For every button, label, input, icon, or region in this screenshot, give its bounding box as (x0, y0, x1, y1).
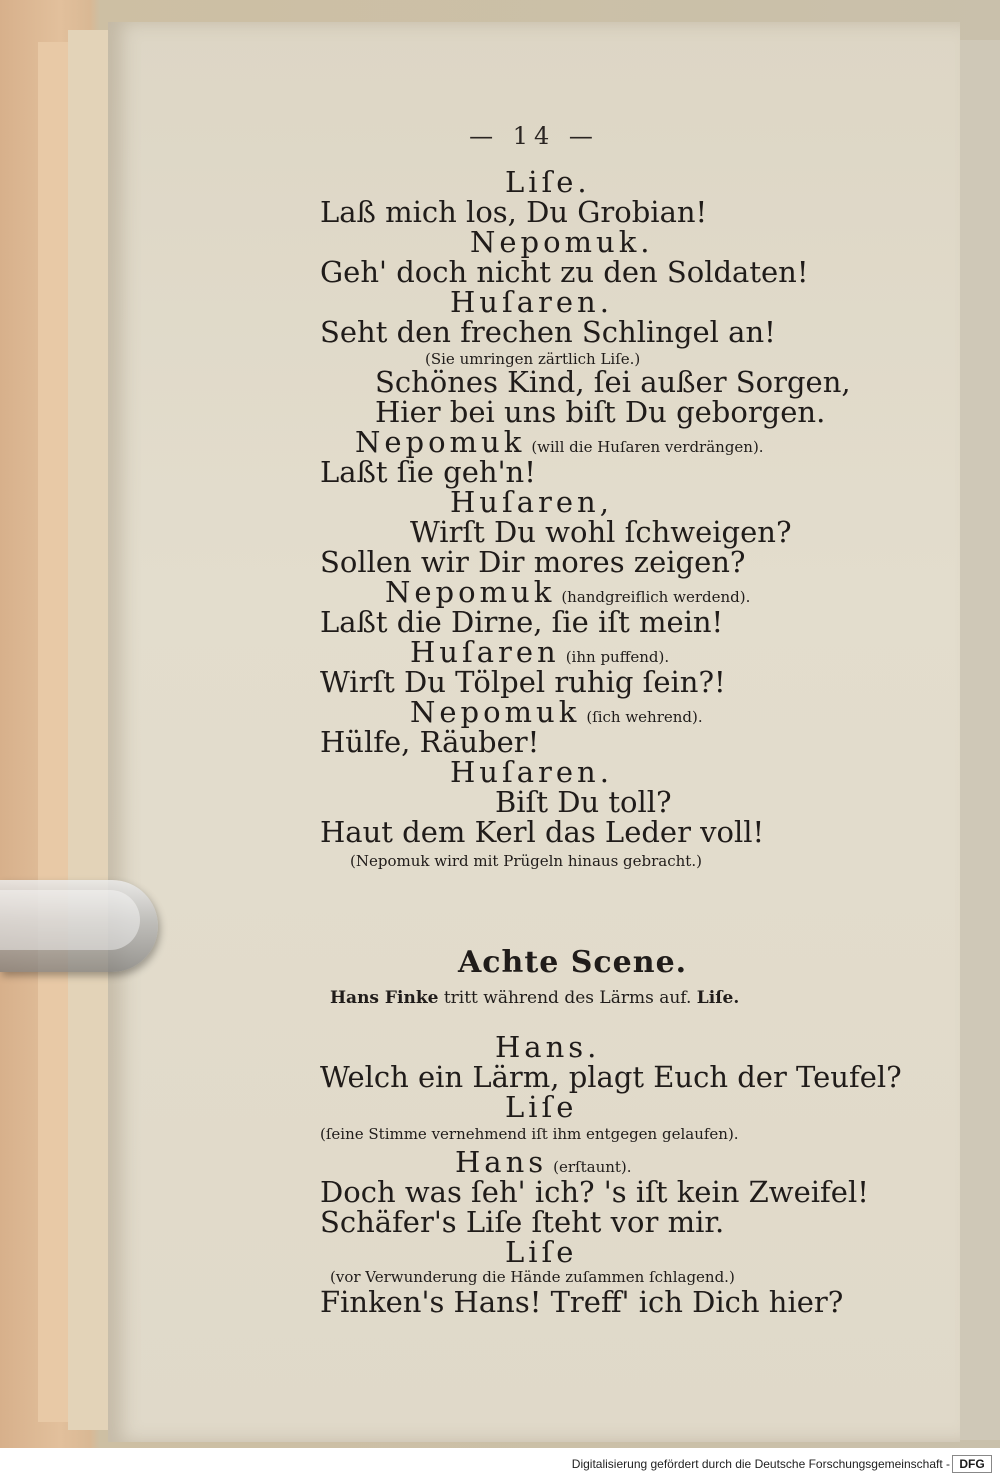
verse-text: Seht den frechen Schlingel an! (320, 315, 776, 349)
verse-text: Sollen wir Dir mores zeigen? (320, 545, 746, 579)
line-verse (320, 315, 776, 349)
verse-text: Doch was ſeh' ich? 's iſt kein Zweifel! (320, 1175, 869, 1209)
stage-direction: (ſeine Stimme vernehmend iſt ihm entgegen gelaufen). (320, 1125, 739, 1143)
speaker-name: Huſaren. (450, 755, 613, 789)
line-spk (450, 485, 613, 519)
verse-text: Wirſt Du Tölpel ruhig ſein?! (320, 665, 726, 699)
scene-heading: Achte Scene. (458, 945, 688, 980)
speaker-stage-direction: (erſtaunt). (553, 1158, 632, 1176)
line-spk (355, 425, 764, 459)
line-verse (375, 395, 825, 429)
line-heading (458, 945, 687, 980)
speaker-stage-direction: (ihn puffend). (565, 648, 670, 666)
speaker-stage-direction: (ſich wehrend). (586, 708, 703, 726)
speaker-name: Huſaren (410, 635, 560, 669)
cast-text: tritt während des Lärms auf. (438, 988, 697, 1008)
line-verse (320, 1285, 843, 1319)
line-spk (495, 1030, 600, 1064)
line-verse (320, 815, 764, 849)
speaker-stage-direction: (handgreiflich werdend). (561, 588, 751, 606)
speaker-name: Nepomuk. (470, 225, 654, 259)
verse-text: Hier bei uns biſt Du geborgen. (375, 395, 826, 429)
line-spk (410, 635, 669, 669)
speaker-name: Huſaren. (450, 285, 613, 319)
verse-text: Laß mich los, Du Grobian! (320, 195, 708, 229)
verse-text: Wirſt Du wohl ſchweigen? (410, 515, 792, 549)
verse-text: Biſt Du toll? (495, 785, 672, 819)
glass-page-holder (0, 880, 158, 972)
verse-text: Welch ein Lärm, plagt Euch der Teufel? (320, 1060, 902, 1094)
funding-notice: Digitalisierung gefördert durch die Deutsche Forschungsgemeinschaft - (571, 1457, 950, 1471)
speaker-name: Hans. (495, 1030, 601, 1064)
glass-highlight (0, 890, 140, 950)
line-spk (410, 695, 703, 729)
line-cast (330, 988, 739, 1008)
stage-direction: (Sie umringen zärtlich Liſe.) (425, 350, 641, 368)
line-spk (505, 1235, 577, 1269)
speaker-name: Huſaren, (450, 485, 613, 519)
footer-bar (0, 1448, 1000, 1481)
speaker-name: Liſe (505, 1235, 578, 1269)
dfg-logo: DFG (952, 1455, 992, 1473)
line-dir (350, 852, 702, 870)
verse-text: Finken's Hans! Treff' ich Dich hier? (320, 1285, 844, 1319)
speaker-name: Nepomuk (355, 425, 526, 459)
speaker-name: Liſe. (505, 165, 591, 199)
line-spk (450, 285, 613, 319)
line-verse (320, 605, 723, 639)
verse-text: Laßt die Dirne, ſie iſt mein! (320, 605, 724, 639)
verse-text: Schönes Kind, ſei außer Sorgen, (375, 365, 851, 399)
verse-text: Schäfer's Liſe ſteht vor mir. (320, 1205, 725, 1239)
line-spk (470, 225, 654, 259)
page-stack-edge (38, 42, 68, 1422)
line-verse (375, 365, 851, 399)
verse-text: Geh' doch nicht zu den Soldaten! (320, 255, 809, 289)
line-verse (320, 545, 745, 579)
line-spk (455, 1145, 632, 1179)
line-spk (505, 165, 591, 199)
line-dir (320, 1125, 739, 1143)
line-verse (320, 1175, 869, 1209)
line-spk (385, 575, 750, 609)
line-verse (320, 665, 726, 699)
line-spk (505, 1090, 577, 1124)
stage-direction: (vor Verwunderung die Hände zuſammen ſchlagend.) (330, 1268, 735, 1286)
page-stack-edge-inner (68, 30, 108, 1430)
speaker-name: Nepomuk (410, 695, 581, 729)
line-verse (495, 785, 672, 819)
speaker-name: Nepomuk (385, 575, 556, 609)
speaker-name: Liſe (505, 1090, 578, 1124)
line-verse (320, 1205, 724, 1239)
verse-text: Haut dem Kerl das Leder voll! (320, 815, 765, 849)
speaker-name: Hans (455, 1145, 548, 1179)
line-verse (320, 455, 536, 489)
line-verse (320, 255, 809, 289)
line-verse (320, 195, 707, 229)
stage-direction: (Nepomuk wird mit Prügeln hinaus gebracht.) (350, 852, 702, 870)
line-verse (320, 725, 539, 759)
line-verse (320, 1060, 902, 1094)
cast-name-second: Liſe. (696, 988, 740, 1008)
verse-text: Hülfe, Räuber! (320, 725, 540, 759)
line-spk (450, 755, 613, 789)
line-dir (330, 1268, 735, 1286)
line-verse (410, 515, 792, 549)
verse-text: Laßt ſie geh'n! (320, 455, 536, 489)
page-number: — 14 — (469, 122, 599, 150)
speaker-stage-direction: (will die Huſaren verdrängen). (531, 438, 764, 456)
cast-name: Hans Finke (330, 988, 439, 1008)
facing-page-strip (960, 40, 1000, 1440)
